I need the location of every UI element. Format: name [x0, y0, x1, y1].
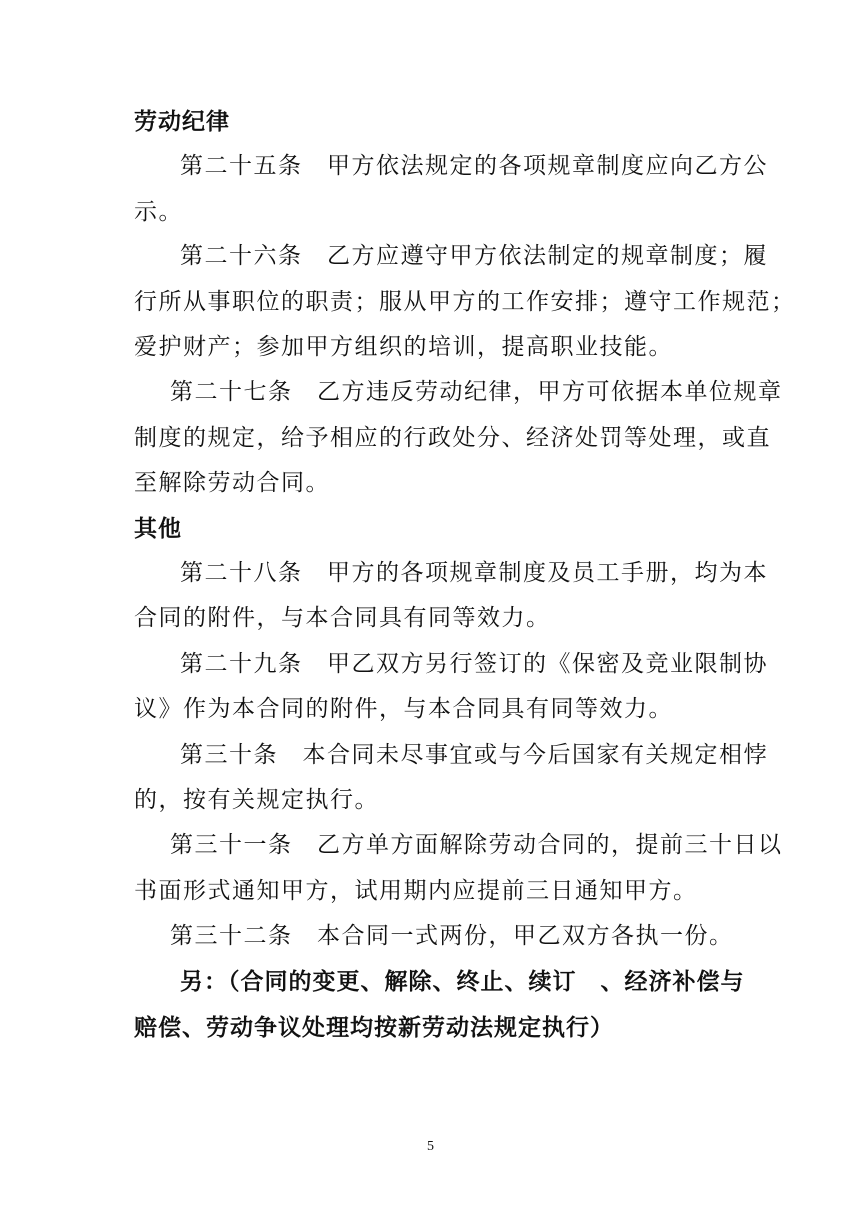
supplementary-note-line-1: 另：（合同的变更、解除、终止、续订 、经济补偿与 — [180, 969, 745, 995]
article-32-line-1: 第三十二条 本合同一式两份，甲乙双方各执一份。 — [170, 923, 734, 949]
article-28-line-1: 第二十八条 甲方的各项规章制度及员工手册，均为本 — [180, 560, 768, 586]
section-heading-other: 其他 — [134, 516, 182, 542]
article-25-line-1: 第二十五条 甲方依法规定的各项规章制度应向乙方公 — [180, 153, 768, 179]
article-31-line-2: 书面形式通知甲方，试用期内应提前三日通知甲方。 — [134, 878, 698, 904]
article-27-line-1: 第二十七条 乙方违反劳动纪律，甲方可依据本单位规章 — [170, 379, 783, 405]
article-26-line-3: 爱护财产；参加甲方组织的培训，提高职业技能。 — [134, 334, 673, 360]
supplementary-note-line-2: 赔偿、劳动争议处理均按新劳动法规定执行） — [134, 1015, 614, 1041]
article-26-line-1: 第二十六条 乙方应遵守甲方依法制定的规章制度；履 — [180, 243, 768, 269]
article-27-line-2: 制度的规定，给予相应的行政处分、经济处罚等处理，或直 — [134, 425, 771, 451]
article-29-line-2: 议》作为本合同的附件，与本合同具有同等效力。 — [134, 696, 673, 722]
article-25-line-2: 示。 — [134, 199, 183, 225]
article-26-line-2: 行所从事职位的职责；服从甲方的工作安排；遵守工作规范； — [134, 289, 796, 315]
page-number: 5 — [427, 1139, 434, 1154]
article-27-line-3: 至解除劳动合同。 — [134, 470, 330, 496]
section-heading-labor-discipline: 劳动纪律 — [134, 109, 230, 135]
article-29-line-1: 第二十九条 甲乙双方另行签订的《保密及竞业限制协 — [180, 651, 768, 677]
article-30-line-2: 的，按有关规定执行。 — [134, 787, 379, 813]
article-31-line-1: 第三十一条 乙方单方面解除劳动合同的，提前三十日以 — [170, 832, 783, 858]
article-30-line-1: 第三十条 本合同未尽事宜或与今后国家有关规定相悖 — [180, 742, 768, 768]
article-28-line-2: 合同的附件，与本合同具有同等效力。 — [134, 605, 551, 631]
